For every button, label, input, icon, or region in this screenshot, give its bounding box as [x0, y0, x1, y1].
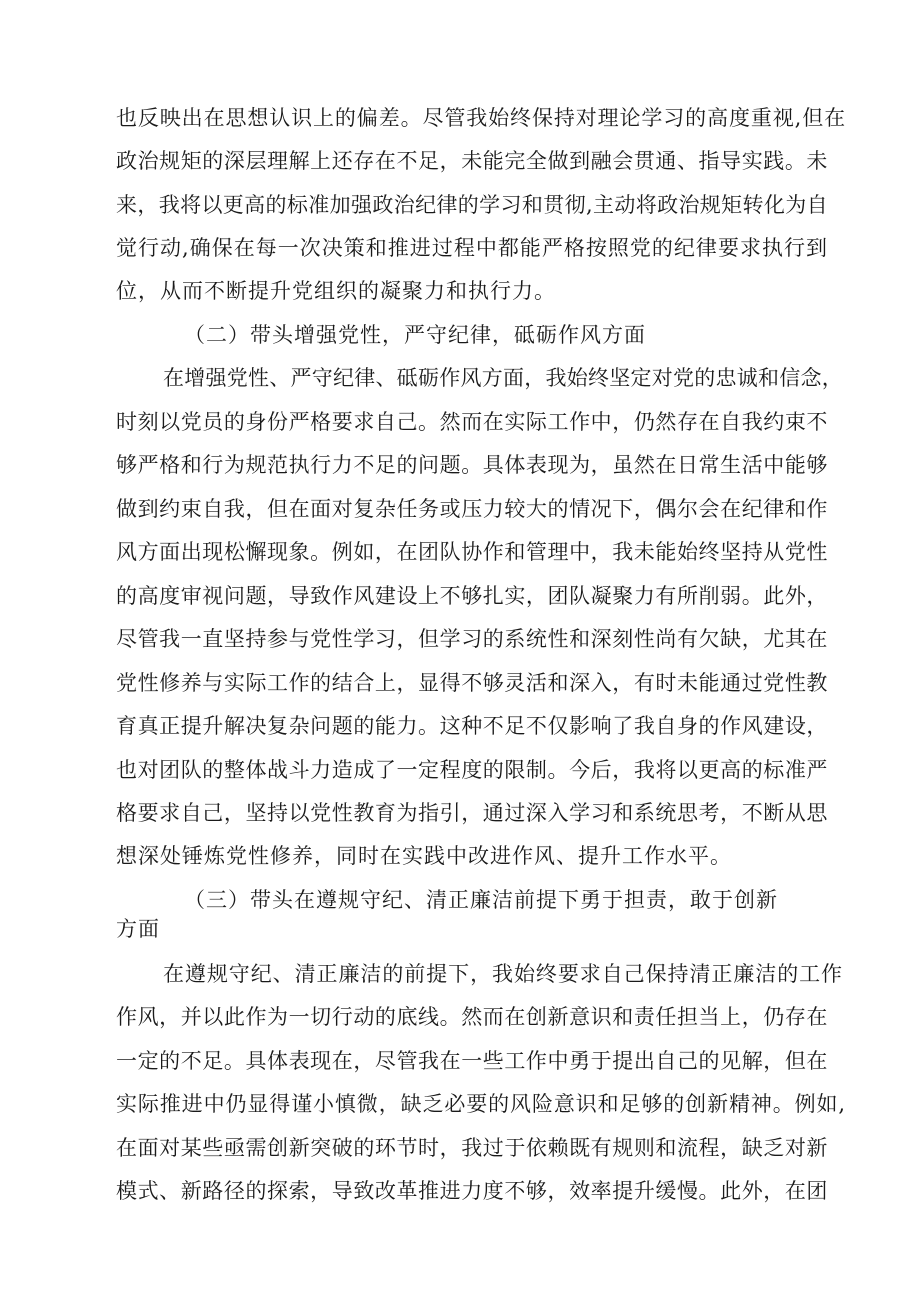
- paragraph-line: 觉行动,确保在每一次决策和推进过程中都能严格按照党的纪律要求执行到: [116, 236, 828, 260]
- paragraph-line: 时刻以党员的身份严格要求自己。然而在实际工作中，仍然存在自我约束不: [116, 410, 828, 434]
- paragraph-line: 政治规矩的深层理解上还存在不足，未能完全做到融会贯通、指导实践。未: [116, 149, 828, 173]
- paragraph-line: 做到约束自我，但在面对复杂任务或压力较大的情况下，偶尔会在纪律和作: [116, 497, 828, 521]
- paragraph-line: 来，我将以更高的标准加强政治纪律的学习和贯彻,主动将政治规矩转化为自: [116, 193, 828, 217]
- paragraph-line: 作风，并以此作为一切行动的底线。然而在创新意识和责任担当上，仍存在: [116, 1005, 828, 1029]
- paragraph-line: 一定的不足。具体表现在，尽管我在一些工作中勇于提出自己的见解，但在: [116, 1049, 828, 1073]
- paragraph-line: 风方面出现松懈现象。例如，在团队协作和管理中，我未能始终坚持从党性: [116, 540, 828, 564]
- section-heading-continued: 方面: [116, 917, 160, 941]
- paragraph-line: 也对团队的整体战斗力造成了一定程度的限制。今后，我将以更高的标准严: [116, 758, 828, 782]
- paragraph-line: 位，从而不断提升党组织的凝聚力和执行力。: [116, 279, 556, 303]
- paragraph-line: 实际推进中仍显得谨小慎微，缺乏必要的风险意识和足够的创新精神。例如,: [116, 1092, 846, 1116]
- paragraph-line: 在增强党性、严守纪律、砥砺作风方面，我始终坚定对党的忠诚和信念，: [163, 366, 843, 390]
- paragraph-line: 模式、新路径的探索，导致改革推进力度不够，效率提升缓慢。此外，在团: [116, 1179, 828, 1203]
- paragraph-line: 想深处锤炼党性修养，同时在实践中改进作风、提升工作水平。: [116, 844, 732, 868]
- paragraph-line: 够严格和行为规范执行力不足的问题。具体表现为，虽然在日常生活中能够: [116, 453, 828, 477]
- paragraph-line: 在面对某些亟需创新突破的环节时，我过于依赖既有规则和流程，缺乏对新: [116, 1136, 828, 1160]
- paragraph-line: 党性修养与实际工作的结合上，显得不够灵活和深入，有时未能通过党性教: [116, 671, 828, 695]
- paragraph-line: 的高度审视问题，导致作风建设上不够扎实，团队凝聚力有所削弱。此外，: [116, 584, 828, 608]
- section-heading: （三）带头在遵规守纪、清正廉洁前提下勇于担责，敢于创新: [184, 888, 778, 912]
- paragraph-line: 尽管我一直坚持参与党性学习，但学习的系统性和深刻性尚有欠缺，尤其在: [116, 627, 828, 651]
- paragraph-line: 育真正提升解决复杂问题的能力。这种不足不仅影响了我自身的作风建设，: [116, 714, 828, 738]
- section-heading: （二）带头增强党性，严守纪律，砥砺作风方面: [184, 323, 646, 347]
- paragraph-line: 在遵规守纪、清正廉洁的前提下，我始终要求自己保持清正廉洁的工作: [163, 962, 843, 986]
- paragraph-line: 也反映出在思想认识上的偏差。尽管我始终保持对理论学习的高度重视,但在: [116, 106, 846, 130]
- paragraph-line: 格要求自己，坚持以党性教育为指引，通过深入学习和系统思考，不断从思: [116, 801, 828, 825]
